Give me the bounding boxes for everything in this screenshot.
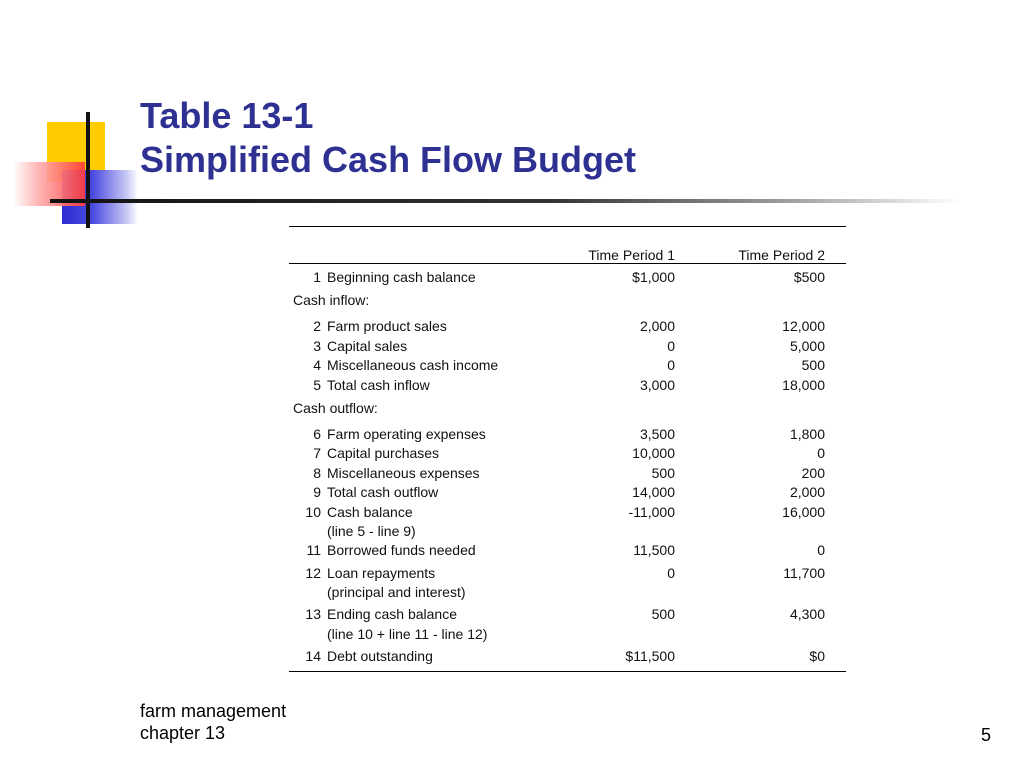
row-label: Debt outstanding [327, 648, 433, 665]
table-row [289, 483, 846, 502]
row-label: Miscellaneous cash income [327, 357, 499, 374]
title-underline [50, 199, 960, 203]
row-label: Capital purchases [327, 445, 440, 462]
row-number: 3 [313, 337, 321, 354]
row-sublabel: (line 5 - line 9) [327, 522, 416, 539]
table-row [289, 425, 846, 444]
row-number: 10 [305, 503, 321, 520]
table-row [289, 376, 846, 395]
table-row [289, 444, 846, 463]
table-row [289, 564, 846, 583]
footer [140, 700, 286, 744]
row-value-period-1: 500 [651, 464, 675, 481]
row-value-period-1: 0 [667, 564, 675, 581]
row-sublabel: (line 10 + line 11 - line 12) [327, 625, 488, 642]
row-value-period-2: 18,000 [782, 376, 825, 393]
column-header-period-2: Time Period 2 [738, 247, 825, 263]
row-value-period-2: 11,700 [783, 564, 825, 581]
row-label: Total cash outflow [327, 484, 439, 501]
page-number: 5 [980, 725, 991, 745]
row-value-period-2: $500 [793, 269, 825, 285]
row-number: 13 [305, 606, 321, 623]
row-value-period-1: 3,000 [639, 376, 675, 393]
table-row [289, 464, 846, 483]
footer-chapter: chapter 13 [140, 723, 226, 743]
row-number: 7 [313, 445, 321, 462]
row-value-period-2: 4,300 [789, 606, 825, 623]
row-number: 5 [313, 376, 321, 393]
row-value-period-1: 11,500 [633, 542, 675, 559]
table-row [289, 647, 846, 666]
row-label: Farm product sales [327, 318, 447, 335]
section-heading-cash-outflow: Cash outflow: [293, 399, 378, 416]
logo-vertical-line [86, 112, 90, 228]
slide-title [140, 94, 636, 182]
table-row-beginning-balance [289, 268, 846, 287]
table-row [289, 337, 846, 356]
row-sublabel: (principal and interest) [327, 584, 466, 601]
row-value-period-1: 0 [667, 357, 675, 374]
table-header [289, 227, 846, 263]
column-header-period-1: Time Period 1 [588, 247, 675, 263]
row-label: Beginning cash balance [327, 269, 476, 285]
table-row [289, 317, 846, 336]
title-line-1: Table 13-1 [140, 95, 314, 136]
title-line-2: Simplified Cash Flow Budget [140, 139, 637, 180]
row-number: 2 [313, 318, 321, 335]
row-value-period-2: 5,000 [789, 337, 825, 354]
row-label: Total cash inflow [327, 376, 430, 393]
outflow-rows [289, 425, 846, 541]
row-value-period-1: 500 [651, 606, 675, 623]
row-label: Farm operating expenses [327, 425, 486, 442]
row-value-period-1: 0 [667, 337, 675, 354]
row-value-period-1: 3,500 [639, 425, 675, 442]
row-number: 9 [313, 484, 321, 501]
row-value-period-1: 10,000 [632, 445, 675, 462]
table-row [289, 605, 846, 624]
row-label: Ending cash balance [327, 606, 457, 623]
row-label: Loan repayments [327, 564, 436, 581]
row-value-period-1: $1,000 [632, 269, 675, 285]
inflow-rows [289, 317, 846, 395]
row-label: Cash balance [327, 503, 413, 520]
row-value-period-2: 0 [817, 445, 825, 462]
table-row [289, 356, 846, 375]
row-label: Borrowed funds needed [327, 542, 476, 559]
row-label: Capital sales [327, 337, 408, 354]
row-value-period-2: $0 [809, 648, 825, 665]
row-number: 4 [313, 357, 321, 374]
footer-course: farm management [140, 701, 287, 721]
final-rows [289, 541, 846, 666]
row-number: 6 [313, 425, 321, 442]
cash-flow-table [289, 226, 846, 672]
table-row [289, 541, 846, 560]
section-heading-cash-inflow: Cash inflow: [293, 292, 370, 309]
table-bottom-rule [289, 671, 846, 672]
row-value-period-1: -11,000 [628, 503, 675, 520]
row-number: 14 [305, 648, 321, 665]
table-row-note [289, 583, 846, 602]
row-value-period-2: 0 [817, 542, 825, 559]
row-number: 8 [313, 464, 321, 481]
table-row-note [289, 522, 846, 541]
row-number: 11 [306, 542, 321, 559]
row-value-period-2: 12,000 [782, 318, 825, 335]
row-value-period-2: 2,000 [789, 484, 825, 501]
row-value-period-2: 1,800 [789, 425, 825, 442]
row-value-period-1: $11,500 [625, 648, 675, 665]
row-value-period-2: 200 [801, 464, 825, 481]
row-label: Miscellaneous expenses [327, 464, 480, 481]
row-number: 12 [305, 564, 321, 581]
table-row [289, 503, 846, 522]
table-row-note [289, 625, 846, 644]
row-value-period-2: 500 [801, 357, 825, 374]
row-value-period-1: 14,000 [632, 484, 675, 501]
row-number: 1 [313, 269, 321, 285]
row-value-period-1: 2,000 [639, 318, 675, 335]
row-value-period-2: 16,000 [782, 503, 825, 520]
